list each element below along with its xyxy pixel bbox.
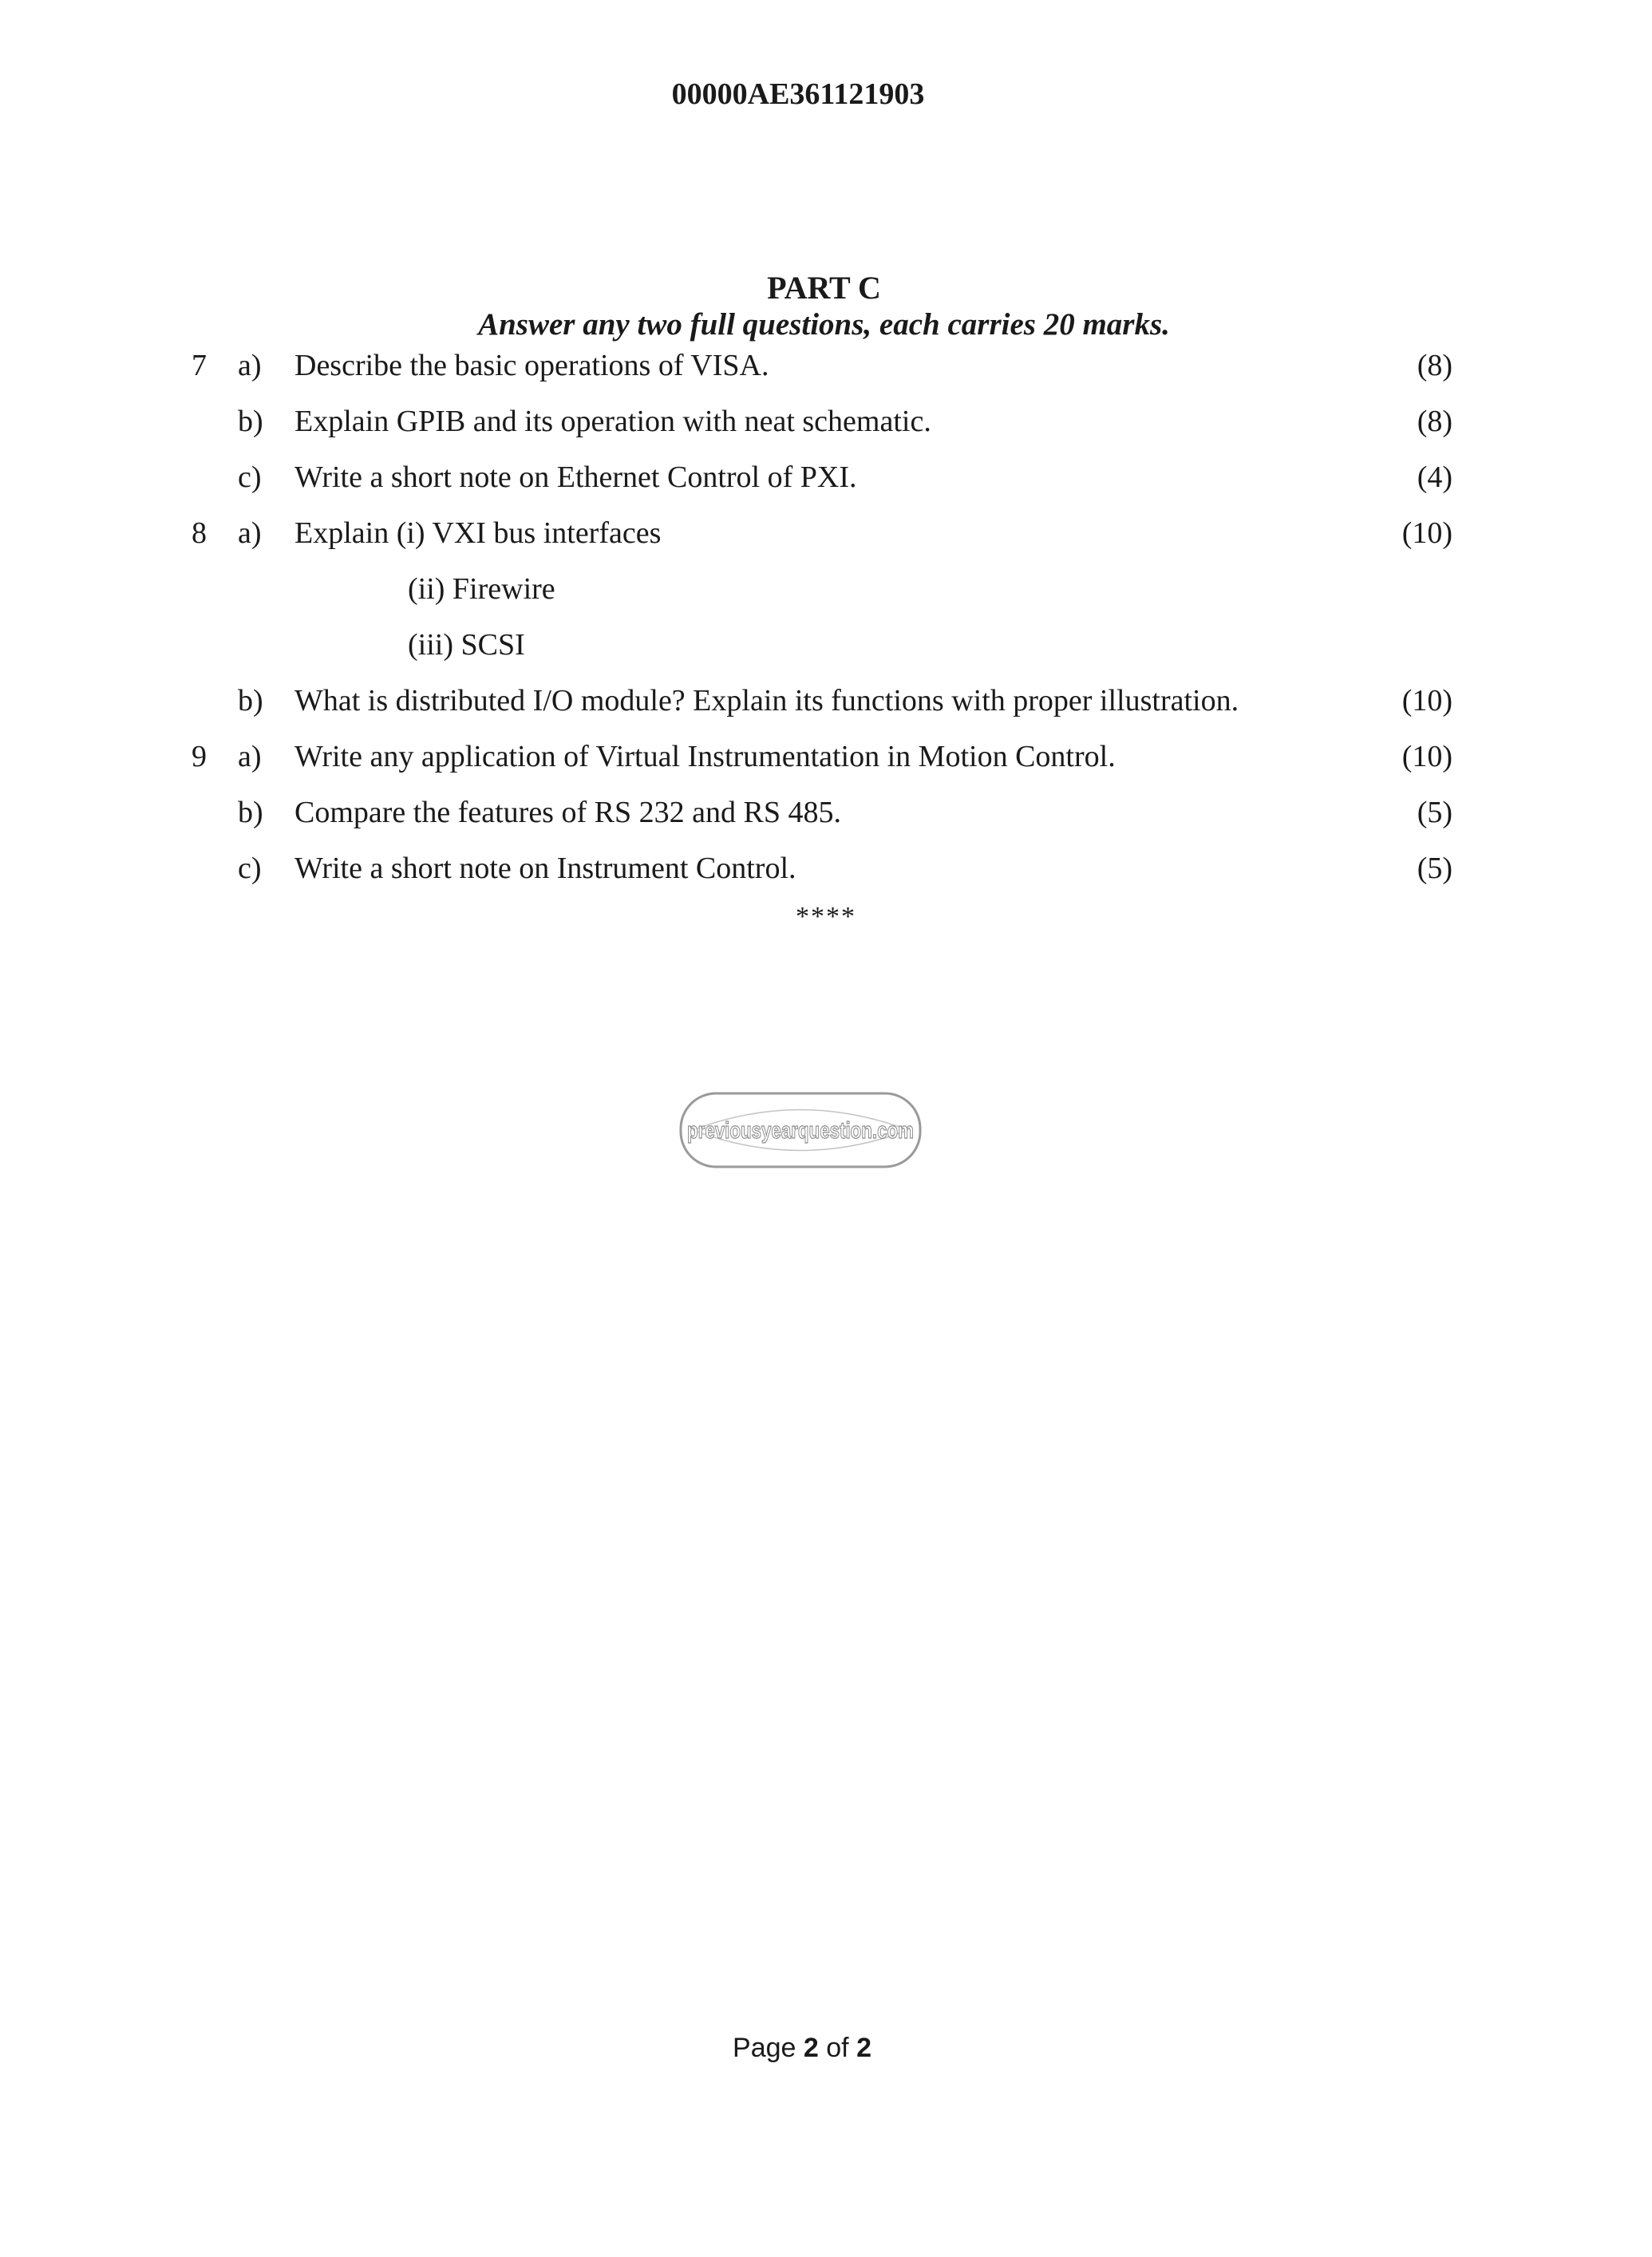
question-marks: (10) <box>1401 684 1452 717</box>
question-number: 9 <box>192 740 207 773</box>
question-row <box>0 401 1596 441</box>
sub-question-label: b) <box>238 405 263 438</box>
question-text: Explain (i) VXI bus interfaces <box>294 516 662 550</box>
question-row <box>0 346 1596 385</box>
question-number: 7 <box>192 349 207 382</box>
page-footer <box>0 2033 1604 2064</box>
part-instruction: Answer any two full questions, each carries 20 marks. <box>478 307 1170 342</box>
sub-question-label: a) <box>238 516 262 550</box>
question-marks: (5) <box>1417 796 1452 829</box>
question-row <box>0 848 1596 888</box>
question-text: Describe the basic operations of VISA. <box>294 349 769 382</box>
sub-question-label: c) <box>238 852 262 885</box>
sub-question-label: a) <box>238 349 262 382</box>
question-text: (ii) Firewire <box>408 572 555 606</box>
end-marker: **** <box>796 902 856 931</box>
watermark-logo <box>678 1091 923 1169</box>
question-text: (iii) SCSI <box>408 628 525 662</box>
of-label: of <box>826 2033 849 2063</box>
question-row <box>0 457 1596 497</box>
question-text: Write any application of Virtual Instrumentation in Motion Control. <box>294 740 1116 773</box>
question-text: What is distributed I/O module? Explain its functions with proper illustration. <box>294 684 1239 717</box>
question-marks: (10) <box>1401 740 1452 773</box>
sub-question-label: c) <box>238 460 262 494</box>
question-marks: (8) <box>1417 349 1452 382</box>
paper-code: 00000AE361121903 <box>671 77 925 111</box>
question-text: Write a short note on Instrument Control. <box>294 852 796 885</box>
question-row <box>0 625 1596 665</box>
sub-question-label: a) <box>238 740 262 773</box>
page-label: Page <box>733 2033 796 2063</box>
question-text: Explain GPIB and its operation with neat schematic. <box>294 405 931 438</box>
part-title: PART C <box>767 270 881 306</box>
question-row <box>0 569 1596 609</box>
sub-question-label: b) <box>238 796 263 829</box>
question-text: Compare the features of RS 232 and RS 485. <box>294 796 841 829</box>
question-marks: (5) <box>1417 852 1452 885</box>
page-total: 2 <box>856 2033 871 2063</box>
question-number: 8 <box>192 516 207 550</box>
page-current: 2 <box>803 2033 819 2063</box>
question-row <box>0 793 1596 832</box>
question-marks: (10) <box>1401 516 1452 550</box>
watermark-text: previousyearquestion.com <box>687 1118 914 1144</box>
question-marks: (4) <box>1417 460 1452 494</box>
question-text: Write a short note on Ethernet Control of PXI. <box>294 460 857 494</box>
question-row <box>0 737 1596 777</box>
question-marks: (8) <box>1417 405 1452 438</box>
question-row <box>0 513 1596 553</box>
sub-question-label: b) <box>238 684 263 717</box>
question-row <box>0 681 1596 721</box>
